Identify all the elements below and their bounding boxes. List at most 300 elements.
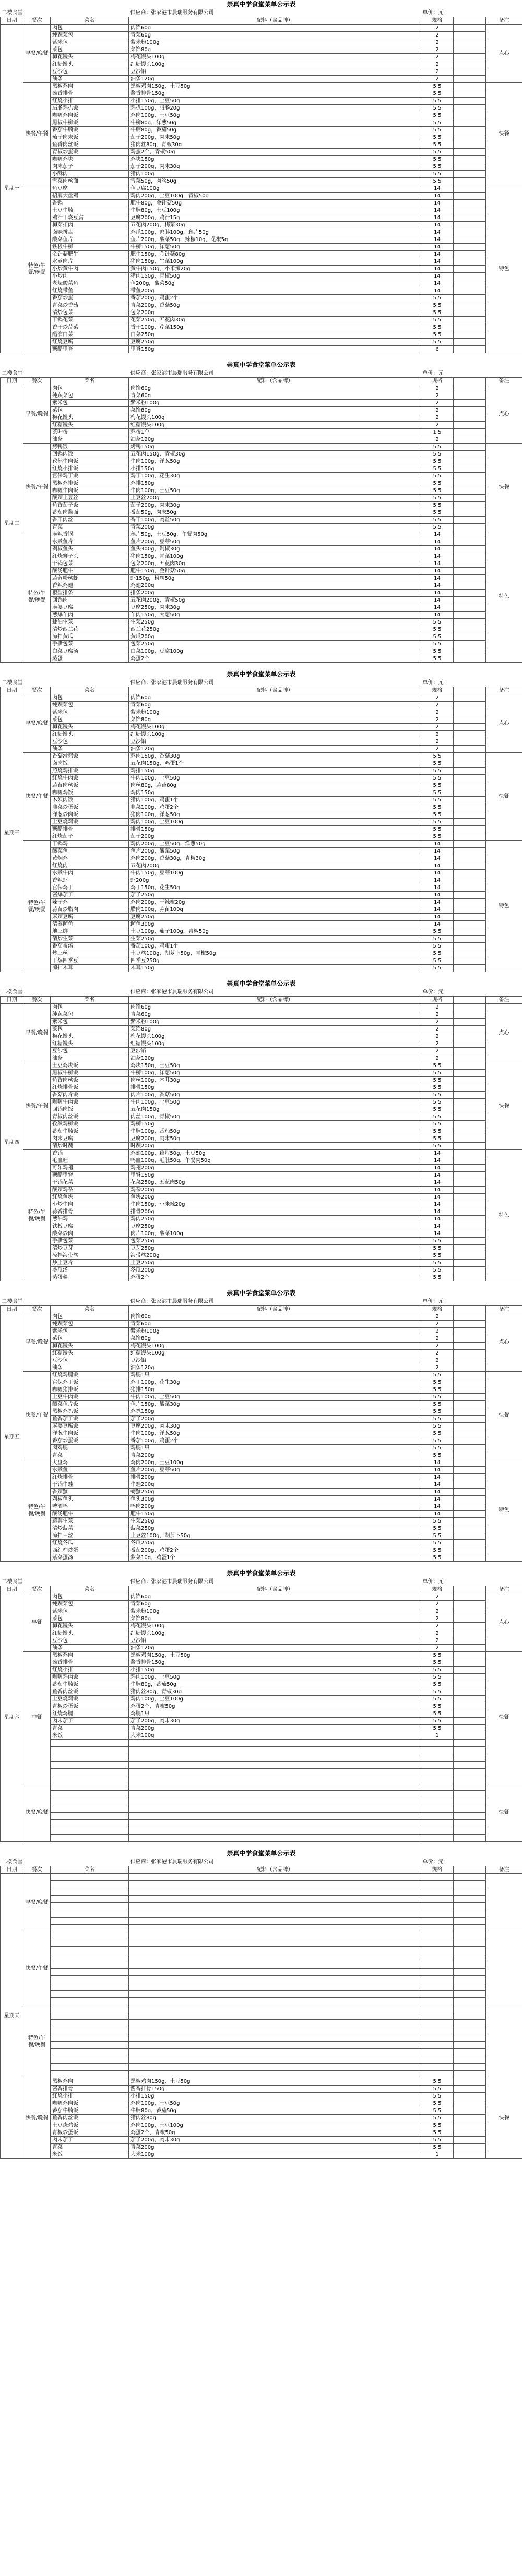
menu-row — [1, 1798, 522, 1805]
dish-recipe: 土豆丝100g，胡萝卜50g，青椒50g — [129, 950, 421, 957]
dish-recipe: 鱼片200g，酸菜50g — [129, 848, 421, 855]
dish-name — [51, 1925, 129, 1932]
menu-row — [1, 965, 522, 972]
header-dish-name: 菜名 — [51, 1306, 129, 1313]
day-label: 星期一 — [1, 25, 23, 353]
dish-price: 2 — [421, 1033, 454, 1040]
dish-name — [51, 1991, 129, 1998]
dish-name: 红烧小排 — [51, 1667, 129, 1674]
dish-recipe: 鱼片150g，酸菜30g — [129, 1401, 421, 1408]
period-label: 特色/午餐/晚餐 — [23, 531, 51, 663]
menu-row — [1, 604, 522, 612]
dish-name — [51, 1783, 129, 1791]
canteen-name: 二楼食堂 — [2, 1299, 23, 1304]
menu-row — [1, 422, 522, 429]
dish-name: 纯蔬菜包 — [51, 1321, 129, 1328]
canteen-name: 二楼食堂 — [2, 1579, 23, 1585]
menu-row — [1, 156, 522, 163]
header-price: 规格 — [421, 687, 454, 694]
menu-row — [1, 738, 522, 746]
dish-price: 5.5 — [421, 1401, 454, 1408]
menu-row — [1, 1813, 522, 1820]
menu-row — [1, 575, 522, 582]
dish-name: 红糖馒头 — [51, 1040, 129, 1048]
dish-name: 干锅包菜 — [51, 560, 129, 568]
dish-recipe: 牛蛙200g — [129, 1481, 421, 1489]
menu-row — [1, 25, 522, 32]
sheet-title: 崇真中学食堂菜单公示表 — [227, 980, 296, 987]
dish-recipe: 西兰花250g — [129, 626, 421, 633]
dish-recipe: 猪肉丝80g — [129, 2115, 421, 2122]
dish-name: 酸辣土豆丝 — [51, 495, 129, 502]
menu-row — [1, 185, 522, 193]
dish-name: 蒸蛋 — [51, 655, 129, 663]
menu-row — [1, 1401, 522, 1408]
menu-row — [1, 200, 522, 207]
dish-name: 清炒豆芽 — [51, 1245, 129, 1252]
menu-row — [1, 1208, 522, 1216]
dish-price — [421, 1835, 454, 1842]
header-note: 备注 — [486, 1586, 522, 1593]
dish-recipe — [129, 1776, 421, 1783]
menu-row — [1, 928, 522, 936]
dish-recipe: 肉丝100g，木耳30g — [129, 1077, 421, 1084]
dish-price: 5.5 — [421, 480, 454, 487]
dish-recipe: 鲈鱼300g — [129, 921, 421, 928]
menu-row — [1, 2122, 522, 2129]
dish-price: 5.5 — [421, 127, 454, 134]
dish-name: 番茄牛腩饭 — [51, 127, 129, 134]
dish-price: 14 — [421, 870, 454, 877]
menu-row — [1, 1172, 522, 1179]
dish-recipe: 猪肉100g，鸡蛋1个 — [129, 797, 421, 804]
period-label: 特色/午餐/晚餐 — [23, 1459, 51, 1562]
dish-recipe: 青菜60g — [129, 702, 421, 709]
dish-price: 14 — [421, 892, 454, 899]
dish-recipe: 紫菜10g，鸡蛋1个 — [129, 1554, 421, 1562]
period-note — [486, 1874, 522, 1932]
header-day: 日期 — [1, 378, 23, 385]
dish-recipe: 肉片100g，香菇50g — [129, 1092, 421, 1099]
dish-recipe: 菠菜250g — [129, 1525, 421, 1532]
dish-recipe: 牛肉150g，小米辣20g — [129, 1201, 421, 1208]
menu-row — [1, 914, 522, 921]
menu-sheet-table — [0, 1289, 522, 1562]
menu-row — [1, 273, 522, 280]
dish-name: 红烧冬瓜 — [51, 1540, 129, 1547]
dish-recipe — [129, 1903, 421, 1910]
menu-row — [1, 214, 522, 222]
dish-recipe: 茄子200g — [129, 1416, 421, 1423]
menu-row — [1, 309, 522, 317]
dish-name: 青菜 — [51, 2144, 129, 2151]
dish-price: 14 — [421, 1150, 454, 1157]
menu-row — [1, 46, 522, 54]
period-label: 早餐/晚餐 — [23, 1313, 51, 1372]
header-recipe: 配料（含品牌） — [129, 378, 421, 385]
header-note: 备注 — [486, 17, 522, 25]
dish-name: 酱香排骨 — [51, 90, 129, 98]
dish-name: 菜包 — [51, 1026, 129, 1033]
dish-name: 红烧小排 — [51, 2093, 129, 2100]
dish-price: 2 — [421, 407, 454, 414]
dish-name — [51, 1954, 129, 1961]
period-note — [486, 1932, 522, 2005]
dish-name — [51, 1835, 129, 1842]
dish-name: 毛血旺 — [51, 1157, 129, 1165]
menu-row — [1, 2137, 522, 2144]
menu-row — [1, 1659, 522, 1667]
dish-recipe — [129, 2056, 421, 2064]
menu-row — [1, 1674, 522, 1681]
dish-recipe — [129, 1881, 421, 1888]
dish-name — [51, 1754, 129, 1762]
dish-price: 5.5 — [421, 134, 454, 141]
dish-recipe: 豆腐250g — [129, 914, 421, 921]
dish-recipe — [129, 1947, 421, 1954]
dish-name: 凉拌黄瓜 — [51, 633, 129, 641]
dish-price: 2 — [421, 709, 454, 716]
dish-recipe: 鸡丁100g，花生30g — [129, 473, 421, 480]
dish-name: 肉包 — [51, 1313, 129, 1321]
dish-name: 红烧牛肉饭 — [51, 775, 129, 782]
dish-recipe: 大米100g — [129, 1732, 421, 1740]
menu-row — [1, 2012, 522, 2020]
dish-name: 孜然牛肉饭 — [51, 458, 129, 465]
dish-recipe: 豆沙馅 — [129, 1357, 421, 1364]
dish-price: 14 — [421, 1165, 454, 1172]
dish-recipe: 青菜60g — [129, 1601, 421, 1608]
dish-name: 红烧肉 — [51, 862, 129, 870]
dish-name: 黑椒鸡肉 — [51, 1652, 129, 1659]
header-note: 备注 — [486, 1306, 522, 1313]
dish-name — [51, 1947, 129, 1954]
dish-recipe: 鸭血100g，毛肚50g，午餐肉50g — [129, 1157, 421, 1165]
dish-price: 5.5 — [421, 626, 454, 633]
dish-name: 紫米包 — [51, 1608, 129, 1615]
menu-row — [1, 1128, 522, 1135]
menu-row — [1, 1725, 522, 1732]
dish-name: 可乐鸡翅 — [51, 1165, 129, 1172]
dish-recipe: 青菜60g — [129, 1321, 421, 1328]
menu-row — [1, 98, 522, 105]
menu-row — [1, 2093, 522, 2100]
dish-name — [51, 2071, 129, 2078]
menu-row — [1, 2020, 522, 2027]
dish-name: 酸汤肥牛 — [51, 568, 129, 575]
dish-name: 咖喱鸡块 — [51, 156, 129, 163]
dish-recipe: 黄牛肉150g，小米辣20g — [129, 266, 421, 273]
dish-recipe — [129, 1983, 421, 1991]
menu-row — [1, 899, 522, 906]
dish-recipe: 黑椒鸡肉150g，土豆50g — [129, 2078, 421, 2086]
menu-sheet-table — [0, 1569, 522, 1842]
dish-recipe: 鸡肉100g，土豆50g — [129, 112, 421, 119]
dish-price: 5.5 — [421, 641, 454, 648]
period-note: 点心 — [486, 1593, 522, 1652]
dish-price: 5.5 — [421, 1121, 454, 1128]
dish-price: 5.5 — [421, 782, 454, 789]
menu-row — [1, 862, 522, 870]
dish-recipe: 鸡扒150g — [129, 1408, 421, 1416]
dish-name — [51, 1813, 129, 1820]
dish-recipe: 牛腩80g，番茄50g — [129, 2107, 421, 2115]
menu-row — [1, 1903, 522, 1910]
header-day: 日期 — [1, 17, 23, 25]
menu-row — [1, 833, 522, 841]
dish-recipe: 花菜250g，五花肉30g — [129, 317, 421, 324]
dish-name: 番茄牛腩饭 — [51, 1681, 129, 1688]
dish-name: 酸汤肥牛 — [51, 1511, 129, 1518]
dish-name: 香菇肉片饭 — [51, 1092, 129, 1099]
menu-row — [1, 1040, 522, 1048]
dish-recipe: 紫米粉100g — [129, 709, 421, 716]
dish-price: 5.5 — [421, 833, 454, 841]
dish-price: 5.5 — [421, 1062, 454, 1070]
menu-row — [1, 1998, 522, 2005]
dish-name: 菜包 — [51, 46, 129, 54]
dish-recipe: 油条120g — [129, 1055, 421, 1062]
dish-recipe: 番茄100g，鸡蛋1个 — [129, 943, 421, 950]
dish-recipe: 排骨200g — [129, 1208, 421, 1216]
dish-recipe: 鱼片200g，酸菜50g，辣椒10g，花椒5g — [129, 236, 421, 244]
dish-recipe: 梅花馒头100g — [129, 1033, 421, 1040]
dish-price: 14 — [421, 222, 454, 229]
menu-row — [1, 90, 522, 98]
dish-recipe — [129, 1969, 421, 1976]
dish-name — [51, 1918, 129, 1925]
menu-row — [1, 855, 522, 862]
menu-row — [1, 1732, 522, 1740]
dish-name: 凉拌三丝 — [51, 1532, 129, 1540]
menu-row — [1, 826, 522, 833]
dish-name: 青菜炒香菇 — [51, 302, 129, 309]
dish-name: 油条 — [51, 746, 129, 753]
dish-name: 咖喱牛肉饭 — [51, 1099, 129, 1106]
dish-recipe: 牛腩80g，土豆100g — [129, 207, 421, 214]
period-note: 特色 — [486, 841, 522, 972]
dish-price: 5.5 — [421, 950, 454, 957]
dish-price: 2 — [421, 1343, 454, 1350]
dish-name: 梅花馒头 — [51, 54, 129, 61]
dish-recipe — [129, 1769, 421, 1776]
dish-name: 红糖馒头 — [51, 731, 129, 738]
dish-name: 番茄肉酱面 — [51, 509, 129, 517]
menu-row — [1, 429, 522, 436]
period-note: 特色 — [486, 1150, 522, 1281]
dish-price: 5.5 — [421, 928, 454, 936]
dish-name: 回锅肉 — [51, 597, 129, 604]
dish-price: 14 — [421, 1459, 454, 1467]
day-label: 星期四 — [1, 1004, 23, 1281]
dish-name: 香干肉丝 — [51, 517, 129, 524]
dish-price: 14 — [421, 280, 454, 287]
dish-price — [421, 2042, 454, 2049]
dish-recipe: 生菜250g — [129, 936, 421, 943]
dish-price: 5.5 — [421, 324, 454, 331]
dish-price: 14 — [421, 1503, 454, 1511]
dish-price: 1 — [421, 1732, 454, 1740]
dish-recipe: 螃蟹250g — [129, 1489, 421, 1496]
menu-row — [1, 1615, 522, 1623]
dish-recipe: 红糖馒头100g — [129, 422, 421, 429]
menu-row — [1, 524, 522, 531]
dish-price: 2 — [421, 1011, 454, 1019]
dish-recipe — [129, 1791, 421, 1798]
dish-name — [51, 2042, 129, 2049]
dish-recipe: 红糖馒头100g — [129, 1040, 421, 1048]
dish-price: 5.5 — [421, 509, 454, 517]
dish-name: 黑椒鸡排饭 — [51, 480, 129, 487]
menu-row — [1, 1489, 522, 1496]
dish-price — [421, 1776, 454, 1783]
header-price: 规格 — [421, 1866, 454, 1874]
menu-row — [1, 1710, 522, 1718]
dish-price — [421, 1740, 454, 1747]
menu-row — [1, 848, 522, 855]
header-dish-name: 菜名 — [51, 1586, 129, 1593]
menu-row — [1, 207, 522, 214]
dish-name: 土豆牛肉饭 — [51, 1394, 129, 1401]
menu-row — [1, 1143, 522, 1150]
dish-price: 5.5 — [421, 331, 454, 339]
dish-name — [51, 1740, 129, 1747]
dish-recipe: 牛肉100g，洋葱50g — [129, 458, 421, 465]
menu-row — [1, 171, 522, 178]
header-dish-name: 菜名 — [51, 378, 129, 385]
dish-recipe: 鸡块150g，土豆50g — [129, 1062, 421, 1070]
dish-name: 土豆牛腩 — [51, 207, 129, 214]
dish-name: 香菇滑鸡饭 — [51, 753, 129, 760]
dish-name: 肉末豆腐 — [51, 1135, 129, 1143]
menu-row — [1, 531, 522, 538]
menu-row — [1, 1954, 522, 1961]
dish-recipe: 牛肉100g，土豆50g — [129, 1099, 421, 1106]
dish-recipe: 鸡翅200g — [129, 582, 421, 590]
dish-name — [51, 1874, 129, 1881]
day-label: 星期五 — [1, 1313, 23, 1562]
dish-price: 2 — [421, 414, 454, 422]
dish-recipe: 猪肉150g，生菜100g — [129, 258, 421, 266]
period-note: 快餐 — [486, 2078, 522, 2159]
dish-price: 5.5 — [421, 119, 454, 127]
menu-row — [1, 2071, 522, 2078]
dish-price: 5.5 — [421, 1408, 454, 1416]
dish-price: 2 — [421, 1623, 454, 1630]
menu-row — [1, 1776, 522, 1783]
dish-name — [51, 1762, 129, 1769]
dish-name: 土豆烧鸡饭 — [51, 2122, 129, 2129]
dish-name: 酱香排骨 — [51, 1659, 129, 1667]
dish-recipe: 小排150g，土豆50g — [129, 98, 421, 105]
dish-price — [421, 2005, 454, 2012]
dish-recipe: 豆沙馅 — [129, 1637, 421, 1645]
dish-name: 水煮肉片 — [51, 258, 129, 266]
menu-row — [1, 870, 522, 877]
dish-name: 油条 — [51, 436, 129, 444]
dish-name — [51, 2049, 129, 2056]
dish-recipe: 鸡蛋2个，青椒50g — [129, 149, 421, 156]
dish-recipe — [129, 1813, 421, 1820]
dish-name: 香干炒芹菜 — [51, 324, 129, 331]
dish-name: 卤味拼盘 — [51, 229, 129, 236]
dish-recipe: 包菜200g，五花肉30g — [129, 560, 421, 568]
dish-price: 5.5 — [421, 768, 454, 775]
period-note: 快餐 — [486, 753, 522, 841]
header-dish-name: 菜名 — [51, 997, 129, 1004]
dish-name: 小炒黄牛肉 — [51, 266, 129, 273]
menu-row — [1, 1805, 522, 1813]
dish-price: 14 — [421, 538, 454, 546]
dish-recipe: 牛腩100g，番茄50g — [129, 1128, 421, 1135]
menu-row — [1, 1252, 522, 1260]
dish-name: 香辣蟹 — [51, 1489, 129, 1496]
dish-name: 麻婆豆腐 — [51, 604, 129, 612]
dish-price: 14 — [421, 1489, 454, 1496]
dish-recipe — [129, 1954, 421, 1961]
dish-recipe: 菜馅80g — [129, 1335, 421, 1343]
dish-recipe: 豆芽250g — [129, 1245, 421, 1252]
dish-name: 清炒时蔬 — [51, 1143, 129, 1150]
dish-price: 5.5 — [421, 804, 454, 811]
menu-row — [1, 487, 522, 495]
dish-price: 5.5 — [421, 98, 454, 105]
dish-price: 14 — [421, 1496, 454, 1503]
canteen-name: 二楼食堂 — [2, 1859, 23, 1865]
dish-price: 5.5 — [421, 524, 454, 531]
dish-recipe: 牛肉100g，土豆50g — [129, 775, 421, 782]
menu-row — [1, 324, 522, 331]
period-note — [486, 2005, 522, 2078]
menu-row — [1, 597, 522, 604]
dish-price — [421, 1881, 454, 1888]
dish-recipe: 鸡肉200g，土豆100g，青椒50g — [129, 193, 421, 200]
dish-price: 1 — [421, 2151, 454, 2159]
header-price: 规格 — [421, 1586, 454, 1593]
dish-price: 5.5 — [421, 1423, 454, 1430]
menu-row — [1, 731, 522, 738]
dish-price: 5.5 — [421, 1681, 454, 1688]
menu-row — [1, 1423, 522, 1430]
sheet-gap — [0, 1562, 522, 1569]
dish-price: 2 — [421, 46, 454, 54]
dish-recipe: 牛腩80g，番茄50g — [129, 127, 421, 134]
price-unit: 单价：元 — [422, 370, 444, 376]
menu-row — [1, 1260, 522, 1267]
menu-row — [1, 119, 522, 127]
dish-recipe: 鸡块150g — [129, 156, 421, 163]
dish-name: 清炒包菜 — [51, 309, 129, 317]
dish-recipe — [129, 1762, 421, 1769]
dish-name: 红烧小排 — [51, 98, 129, 105]
dish-price: 5.5 — [421, 2137, 454, 2144]
header-price: 规格 — [421, 17, 454, 25]
menu-row — [1, 1652, 522, 1659]
dish-recipe: 牛肉100g，土豆50g — [129, 487, 421, 495]
dish-name: 干煸四季豆 — [51, 957, 129, 965]
menu-row — [1, 302, 522, 309]
dish-price: 5.5 — [421, 451, 454, 458]
menu-row — [1, 61, 522, 68]
day-label: 星期天 — [1, 1874, 23, 2159]
dish-price: 14 — [421, 1474, 454, 1481]
dish-name: 红烧排骨 — [51, 1474, 129, 1481]
menu-row — [1, 280, 522, 287]
dish-name: 紫米包 — [51, 1328, 129, 1335]
dish-price: 14 — [421, 1157, 454, 1165]
menu-row — [1, 1754, 522, 1762]
menu-row — [1, 1835, 522, 1842]
